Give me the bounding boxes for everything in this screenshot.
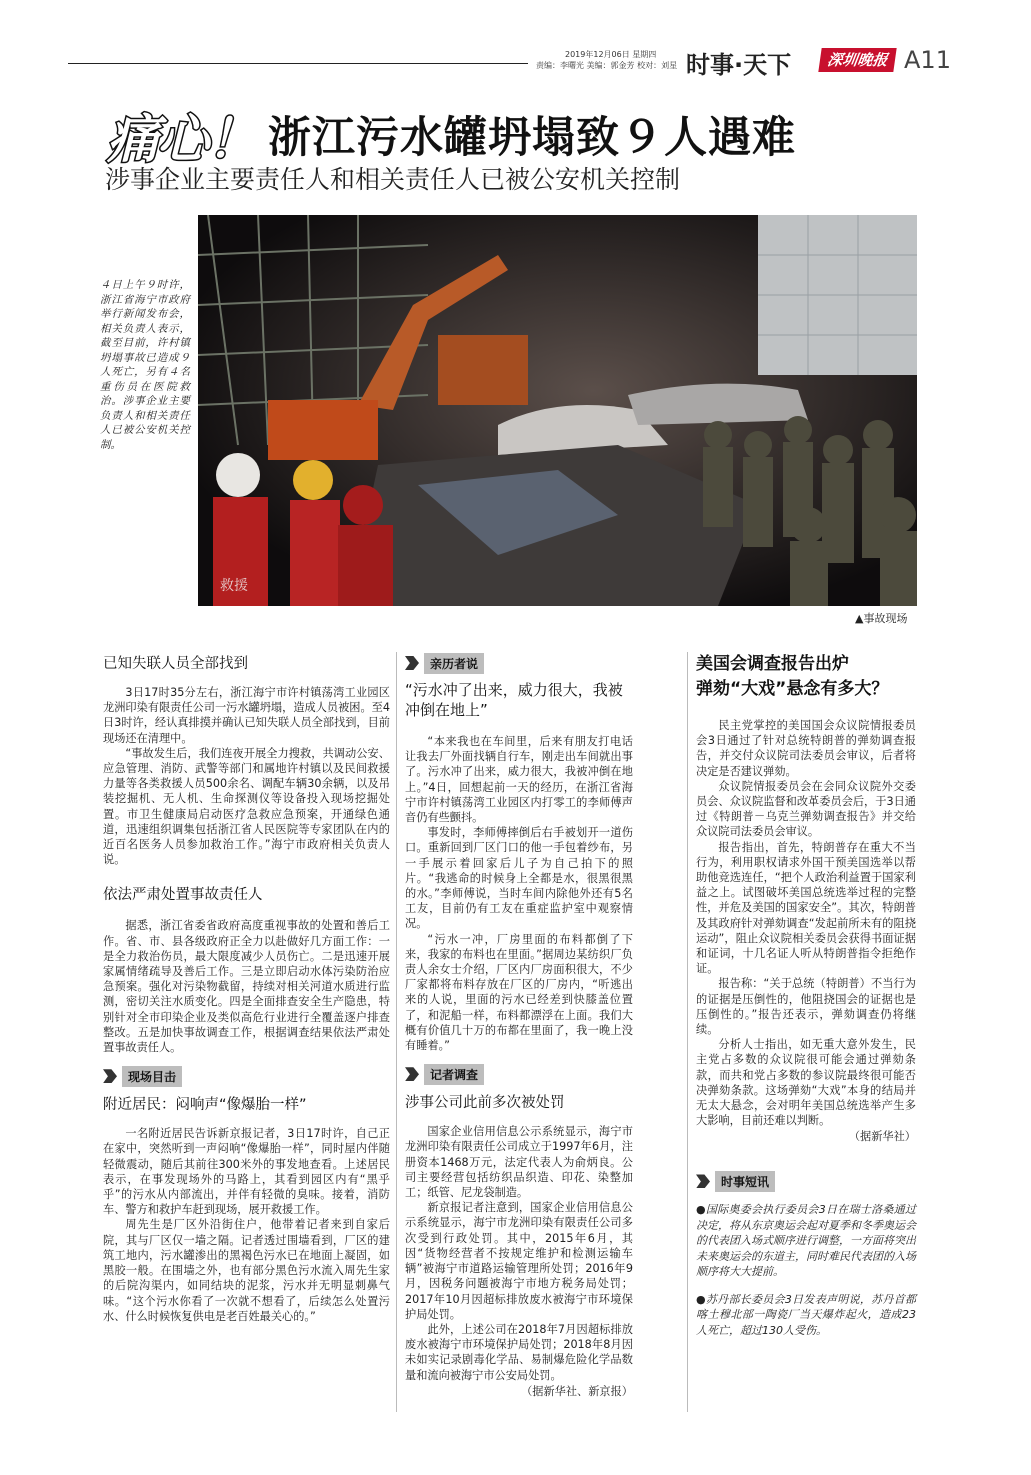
- paragraph: 报告称：“关于总统（特朗普）不当行为的证据是压倒性的，他阻挠国会的证据也是压倒性的。”报告还表示，弹劾调查仍将继续。: [696, 977, 916, 1037]
- paragraph: 民主党掌控的美国国会众议院情报委员会3日通过了针对总统特朗普的弹劾调查报告，并交付众议院司法委员会审议，后者将决定是否建议弹劾。: [696, 719, 916, 778]
- news-brief: ●苏丹部长委员会3日发表声明说，苏丹首都喀土穆北部一陶瓷厂当天爆炸起火，造成23人死亡，超过130人受伤。: [696, 1292, 916, 1337]
- headline-lead: 痛心！: [107, 110, 258, 170]
- article-title: 美国会调查报告出炉: [696, 654, 849, 674]
- subheadline: 涉事企业主要责任人和相关责任人已被公安机关控制: [105, 165, 681, 194]
- section-title: 已知失联人员全部找到: [103, 656, 248, 672]
- section-arrow-icon: [696, 1174, 710, 1188]
- section-arrow-icon: [405, 656, 419, 670]
- header-rule: [68, 63, 528, 64]
- photo-caption: ４日上午９时许，浙江省海宁市政府举行新闻发布会，相关负责人表示，截至目前，许村镇坍塌事故已造成９人死亡，另有４名重伤员在医院救治。涉事企业主要负责人和相关责任人已被公安机关控制。: [100, 279, 190, 451]
- tag-label: 记者调查: [424, 1064, 484, 1085]
- paragraph: 报告指出，首先，特朗普存在重大不当行为，利用职权请求外国干预美国选举以帮助他竞选连任，“把个人政治利益置于国家利益之上。试图破坏美国总统选举过程的完整性，并危及美国的国家安全”。其次，特朗普及其政府针对弹劾调查“发起前所未有的阻挠运动”，阻止众议院相关委员会获得书面证据和证词，十几名证人听从特朗普指令拒绝作证。: [696, 840, 916, 976]
- column-middle: [405, 652, 633, 1399]
- section-tag: [696, 1170, 916, 1192]
- photo-credit: ▲事故现场: [855, 612, 908, 625]
- section-tag: [405, 652, 633, 674]
- paragraph: 众议院情报委员会在会同众议院外交委员会、众议院监督和改革委员会后，于3日通过《特朗普－乌克兰弹劾调查报告》并交给众议院司法委员会审议。: [696, 779, 916, 839]
- paragraph: 3日17时35分左右，浙江海宁市许村镇荡湾工业园区龙洲印染有限责任公司一污水罐坍塌，造成人员被困。至4日3时许，经认真排摸并确认已知失联人员全部找到，目前现场还在清理中。: [103, 686, 390, 745]
- section-arrow-icon: [405, 1067, 419, 1081]
- source-note: （据新华社、新京报）: [521, 1384, 633, 1398]
- tag-label: 亲历者说: [424, 653, 484, 674]
- article-title: 弹劾“大戏”悬念有多大？: [696, 679, 889, 699]
- section-title: 依法严肃处置事故责任人: [103, 887, 263, 904]
- paragraph: 据悉，浙江省委省政府高度重视事故的处置和善后工作。省、市、县各级政府正全力以赴做好几方面工作：一是全力救治伤员，最大限度减少人员伤亡。二是迅速开展家属情绪疏导及善后工作。三是立即启动水体污染防治应急预案。强化对污染物截留，持续对相关河道水质进行监测，密切关注水质变化。四是全面排查安全生产隐患，特别针对全市印染企业及类似高危行业进行全覆盖逐户排查整改。五是加快事故调查工作，根据调查结果依法严肃处置事故责任人。: [103, 919, 390, 1055]
- section-tag: [405, 1063, 633, 1085]
- paragraph: 一名附近居民告诉新京报记者，3日17时许，自己正在家中，突然听到一声闷响“像爆胎一样”，同时屋内伴随轻微震动，随后其前往300米外的事发地查看。上述居民表示，在事发现场外的马路上，其看到园区内有“黑乎乎”的污水从内部流出，并伴有轻微的臭味。接着，消防车、警方和救护车赶到现场，展开救援工作。: [103, 1127, 390, 1217]
- headline: 浙江污水罐坍塌致９人遇难: [268, 113, 796, 163]
- column-left: [103, 652, 390, 1324]
- section-name: 时事·天下: [686, 51, 792, 79]
- accident-photo: [198, 215, 917, 606]
- editor-credits: 责编：李曙光 美编：郭金芳 校对：刘星: [536, 61, 678, 70]
- paragraph: 国家企业信用信息公示系统显示，海宁市龙洲印染有限责任公司成立于1997年6月，注册资本1468万元，法定代表人为俞炳良。公司主要经营包括纺织品织造、印花、染整加工；纸管、尼龙袋制造。: [405, 1125, 633, 1200]
- tag-label: 现场目击: [122, 1066, 182, 1087]
- section-tag: [103, 1065, 390, 1087]
- paragraph: 事发时，李师傅摔倒后右手被划开一道伤口。重新回到厂区门口的他一手包着纱布，另一手展示着回家后儿子为自己拍下的照片。“我逃命的时候身上全都是水，很黑很黑的水。”李师傅说，当时车间内除他外还有5名工友，目前仍有工友在重症监护室中观察情况。: [405, 826, 633, 931]
- page-number: A11: [904, 46, 951, 74]
- paragraph: 此外，上述公司在2018年7月因超标排放废水被海宁市环境保护局处罚；2018年8月因未如实记录剧毒化学品、易制爆危险化学品数量和流向被海宁市公安局处罚。: [405, 1322, 633, 1382]
- section-arrow-icon: [103, 1069, 117, 1083]
- issue-date: 2019年12月06日 星期四: [565, 50, 657, 59]
- paragraph: 周先生是厂区外沿街住户，他带着记者来到自家后院，其与厂区仅一墙之隔。记者透过围墙看到，厂区的建筑工地内，污水罐渗出的黑褐色污水已在地面上凝固，如黑胶一般。在围墙之外，也有部分黑色污水流入周先生家的后院沟渠内，如同结块的泥浆，污水并无明显刺鼻气味。“这个污水你看了一次就不想看了，后续怎么处置污水、什么时候恢复供电是老百姓最关心的。”: [103, 1218, 390, 1323]
- section-title: 附近居民：闷响声“像爆胎一样”: [103, 1097, 307, 1114]
- paragraph: “本来我也在车间里，后来有朋友打电话让我去厂外面找辆自行车，刚走出车间就出事了。污水冲了出来，威力很大，我被冲倒在地上。”4日，回想起前一天的经历，在浙江省海宁市许村镇荡湾工业园区内打零工的李师傅声音仍有些颤抖。: [405, 735, 633, 825]
- column-right: [696, 652, 916, 1338]
- news-brief: ●国际奥委会执行委员会3日在瑞士洛桑通过决定，将从东京奥运会起对夏季和冬季奥运会的代表团入场式顺序进行调整，一方面将突出未来奥运会的东道主，同时难民代表团的入场顺序将大大提前。: [696, 1203, 916, 1279]
- paragraph: 分析人士指出，如无重大意外发生，民主党占多数的众议院很可能会通过弹劾条款，而共和党占多数的参议院最终很可能否决弹劾条款。这场弹劾“大戏”本身的结局并无太大悬念，会对明年美国总统选举产生多大影响，目前还难以判断。: [696, 1038, 916, 1128]
- rescuer-vest-text: 救援: [220, 578, 248, 594]
- source-note: （据新华社）: [848, 1130, 916, 1144]
- column-divider: [396, 652, 397, 1412]
- tag-label: 时事短讯: [715, 1171, 775, 1192]
- column-divider: [687, 652, 688, 1412]
- paragraph: 新京报记者注意到，国家企业信用信息公示系统显示，海宁市龙洲印染有限责任公司多次受到行政处罚。其中，2015年6月，其因“货物经营者不按规定维护和检测运输车辆”被海宁市道路运输管理所处罚；2016年9月，因税务问题被海宁市地方税务局处罚；2017年10月因超标排放废水被海宁市环境保护局处罚。: [405, 1201, 633, 1321]
- pull-quote: “污水冲了出来，威力很大，我被冲倒在地上”: [405, 681, 623, 719]
- section-title: 涉事公司此前多次被处罚: [405, 1095, 565, 1112]
- paragraph: “事故发生后，我们连夜开展全力搜救，共调动公安、应急管理、消防、武警等部门和属地许村镇以及民间救援力量等各类救援人员500余名、调配车辆30余辆，以及吊装挖掘机、无人机、生命探测仪等设备投入现场挖掘处置。市卫生健康局启动医疗急救应急预案，开通绿色通道，迅速组织调集包括浙江省人民医院等专家团队在内的近百名医务人员参加救治工作。”海宁市政府相关负责人说。: [103, 746, 390, 867]
- paper-logo: 深圳晚报: [818, 48, 896, 72]
- paragraph: “污水一冲，厂房里面的布料都倒了下来，我家的布料也在里面。”据周边某纺织厂负责人余女士介绍，厂区内厂房面积很大，不少厂家都将布料存放在厂区的厂房内，“听逃出来的人说，里面的污水已经差到快膝盖位置了，和泥船一样，布料都漂浮在上面。我们大概有价值几十万的布都在里面了，我一晚上没有睡着。”: [405, 932, 633, 1053]
